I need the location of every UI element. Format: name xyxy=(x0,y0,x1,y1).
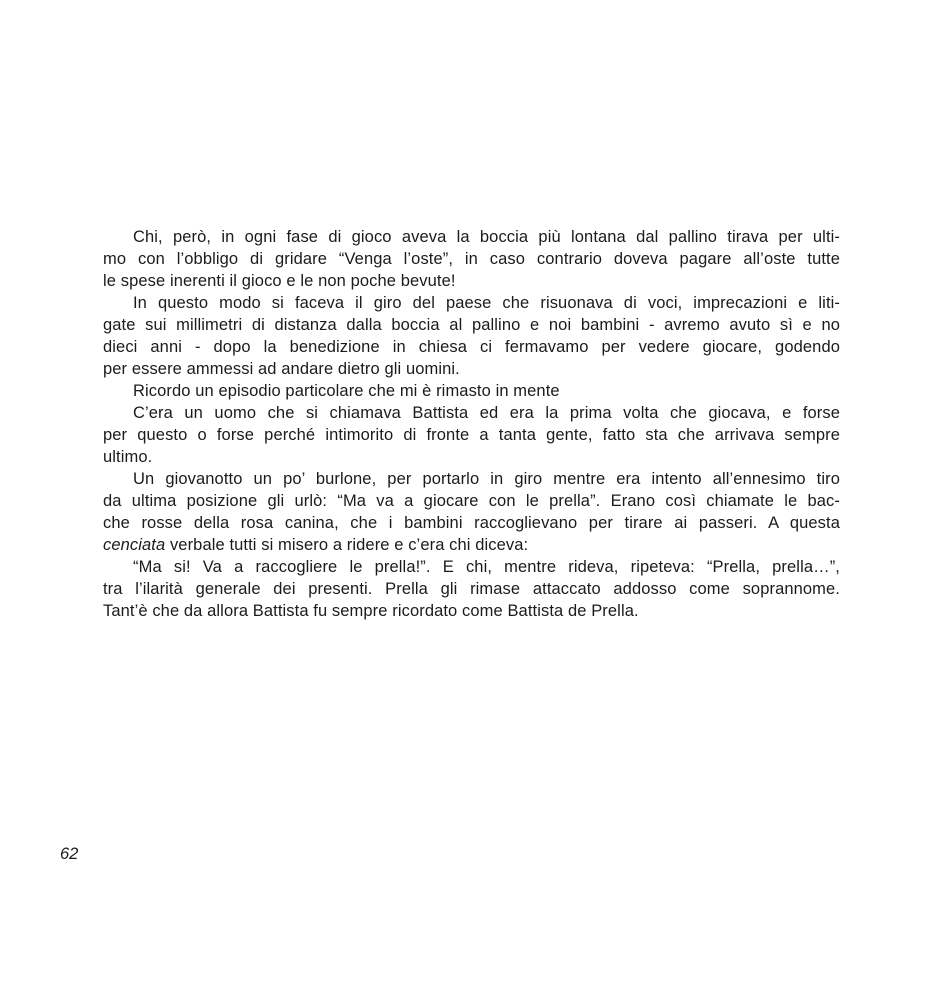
text-segment: verbale tutti si misero a ridere e c’era chi diceva: xyxy=(165,536,529,554)
text-line: da ultima posizione gli urlò: “Ma va a giocare con le prella”. Erano così chiamate le bac- xyxy=(103,492,840,510)
text-line: mo con l’obbligo di gridare “Venga l’oste”, in caso contrario doveva pagare all’oste tutte xyxy=(103,250,840,268)
paragraph xyxy=(103,226,840,292)
text-line: dieci anni - dopo la benedizione in chiesa ci fermavamo per vedere giocare, godendo xyxy=(103,338,840,356)
text-line: Tant’è che da allora Battista fu sempre ricordato come Battista de Prella. xyxy=(103,602,639,620)
paragraph xyxy=(103,468,840,556)
text-line: Ricordo un episodio particolare che mi è rimasto in mente xyxy=(133,382,560,400)
paragraph xyxy=(103,292,840,380)
text-line: Chi, però, in ogni fase di gioco aveva la boccia più lontana dal pallino tirava per ulti- xyxy=(133,228,840,246)
body-text xyxy=(103,226,840,622)
text-line: gate sui millimetri di distanza dalla boccia al pallino e noi bambini - avremo avuto sì e no xyxy=(103,316,840,334)
paragraph xyxy=(103,380,840,402)
text-line: ultimo. xyxy=(103,448,153,466)
text-line: Un giovanotto un po’ burlone, per portarlo in giro mentre era intento all’ennesimo tiro xyxy=(133,470,840,488)
text-line: per essere ammessi ad andare dietro gli uomini. xyxy=(103,360,460,378)
text-line: In questo modo si faceva il giro del paese che risuonava di voci, imprecazioni e liti- xyxy=(133,294,840,312)
text-line: “Ma si! Va a raccogliere le prella!”. E chi, mentre rideva, ripeteva: “Prella, prella…”, xyxy=(133,558,840,576)
italic-word: cenciata xyxy=(103,536,166,554)
text-line: le spese inerenti il gioco e le non poche bevute! xyxy=(103,272,456,290)
text-line: C’era un uomo che si chiamava Battista ed era la prima volta che giocava, e forse xyxy=(133,404,840,422)
text-line: tra l’ilarità generale dei presenti. Prella gli rimase attaccato addosso come soprannome. xyxy=(103,580,840,598)
text-line: che rosse della rosa canina, che i bambini raccoglievano per tirare ai passeri. A questa xyxy=(103,514,840,532)
page-number: 62 xyxy=(60,845,79,863)
paragraph xyxy=(103,402,840,468)
text-line: per questo o forse perché intimorito di fronte a tanta gente, fatto sta che arrivava sempre xyxy=(103,426,840,444)
text-line xyxy=(103,534,840,556)
paragraph xyxy=(103,556,840,622)
